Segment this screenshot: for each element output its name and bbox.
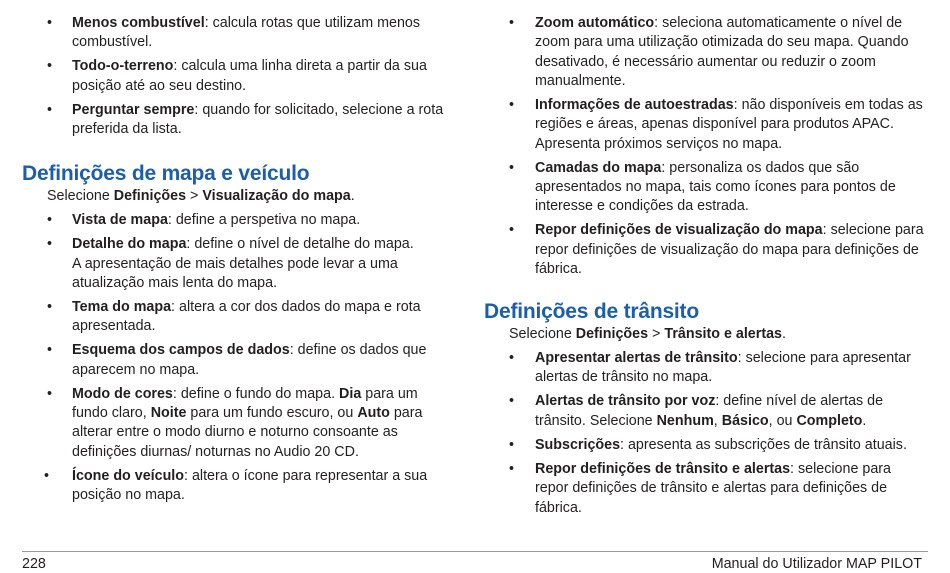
bullet-icon: • bbox=[509, 15, 515, 31]
list-item: • Informações de autoestradas: não disponíveis em todas as regiões e áreas, apenas disponível para produtos APAC. Apresenta próximos serviços no mapa. bbox=[509, 96, 923, 152]
bullet-icon: • bbox=[509, 460, 515, 477]
list-item: • Esquema dos campos de dados: define os dados que aparecem no mapa. bbox=[47, 342, 427, 378]
bullet-icon: • bbox=[509, 96, 515, 113]
bullet-icon: • bbox=[47, 15, 53, 31]
list-item: • Repor definições de trânsito e alertas: selecione para repor definições de trânsito e alertas para definições de fábrica. bbox=[509, 460, 891, 516]
list-item: • Subscrições: apresenta as subscrições de trânsito atuais. bbox=[484, 436, 928, 455]
bullet-icon: • bbox=[509, 393, 515, 410]
manual-title: Manual do Utilizador MAP PILOT bbox=[711, 556, 922, 572]
footer-divider bbox=[22, 551, 928, 552]
list-item: • Vista de mapa: define a perspetiva no mapa. bbox=[22, 211, 462, 230]
list-item: • Modo de cores: define o fundo do mapa. Dia para um fundo claro, Noite para um fundo escuro, ou Auto para alterar entre o modo diurno e noturno consoante as definições diurnas/ noturnas no Audio 20 CD. bbox=[47, 385, 423, 460]
traffic-settings-list bbox=[484, 349, 928, 518]
list-item: • Camadas do mapa: personaliza os dados que são apresentados no mapa, tais como ícones para pontos de interesse e condições da estrada. bbox=[509, 159, 896, 215]
bullet-icon: • bbox=[509, 350, 515, 367]
bullet-icon: • bbox=[47, 58, 53, 75]
bullet-icon: • bbox=[509, 159, 515, 176]
right-column bbox=[484, 14, 928, 523]
list-item: • Repor definições de visualização do mapa: selecione para repor definições de visualização do mapa para definições de fábrica. bbox=[509, 222, 924, 277]
bullet-icon: • bbox=[47, 342, 53, 359]
bullet-icon: • bbox=[509, 222, 515, 239]
bullet-icon: • bbox=[47, 385, 53, 402]
list-item: • Ícone do veículo: altera o ícone para representar a sua posição no mapa. bbox=[44, 467, 428, 504]
list-item: • Zoom automático: seleciona automaticamente o nível de zoom para uma utilização otimizada do seu mapa. Quando desativado, é necessário aumentar ou reduzir o zoom manualmente. bbox=[509, 15, 909, 89]
route-options-list bbox=[22, 14, 462, 139]
bullet-icon: • bbox=[47, 236, 53, 253]
map-settings-list bbox=[22, 211, 462, 505]
list-item: • Tema do mapa: altera a cor dos dados do mapa e rota apresentada. bbox=[47, 298, 421, 335]
bullet-icon: • bbox=[47, 212, 53, 229]
bullet-icon: • bbox=[509, 436, 515, 453]
list-item: • Apresentar alertas de trânsito: selecione para apresentar alertas de trânsito no mapa. bbox=[509, 350, 911, 386]
map-display-list bbox=[484, 14, 928, 279]
list-item: • Perguntar sempre: quando for solicitado, selecione a rota preferida da lista. bbox=[47, 101, 444, 138]
select-path-traffic: Selecione Definições > Trânsito e alertas. bbox=[509, 326, 786, 343]
list-item: • Menos combustível: calcula rotas que utilizam menos combustível. bbox=[47, 15, 421, 51]
left-column bbox=[22, 14, 462, 510]
page-number: 228 bbox=[22, 556, 46, 572]
list-item: • Alertas de trânsito por voz: define nível de alertas de trânsito. Selecione Nenhum, Básico, ou Completo. bbox=[509, 393, 884, 429]
select-path-map: Selecione Definições > Visualização do mapa. bbox=[47, 188, 355, 205]
list-item: • Todo-o-terreno: calcula uma linha direta a partir da sua posição até ao seu destino. bbox=[47, 58, 427, 94]
bullet-icon: • bbox=[47, 298, 53, 315]
section-heading-map: Definições de mapa e veículo bbox=[22, 162, 310, 186]
section-heading-traffic: Definições de trânsito bbox=[484, 300, 699, 324]
bullet-icon: • bbox=[44, 467, 50, 484]
bullet-icon: • bbox=[47, 101, 53, 118]
list-item: • Detalhe do mapa: define o nível de detalhe do mapa. A apresentação de mais detalhes pode levar a uma atualização mais lenta do mapa. bbox=[47, 236, 414, 291]
